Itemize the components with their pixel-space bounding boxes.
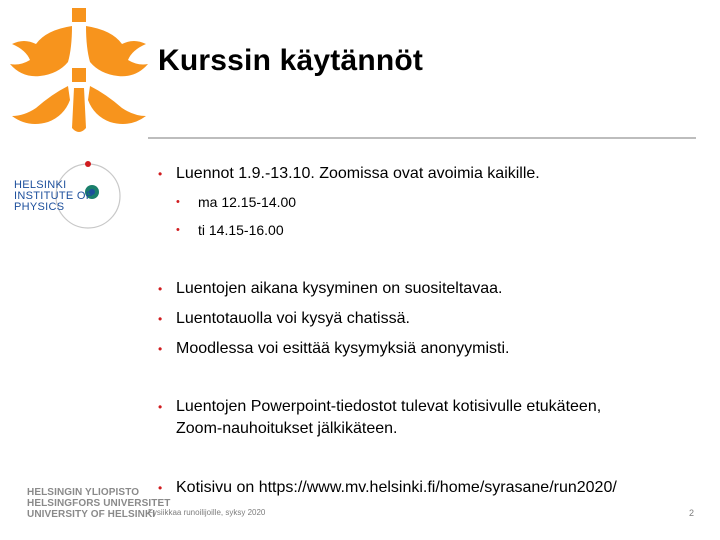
bullet-text: Luennot 1.9.-13.10. Zoomissa ovat avoimia kaikille.: [176, 165, 540, 182]
bullet-marker: •: [176, 196, 180, 208]
bullet-text: ti 14.15-16.00: [198, 222, 284, 238]
helsinki-institute-of-physics-logo: [12, 152, 132, 236]
university-line2: HELSINGFORS UNIVERSITET: [27, 498, 171, 509]
footer-course-note: Fysiikkaa runoilijoille, syksy 2020: [148, 508, 266, 517]
bullet-text-line1: Luentojen Powerpoint-tiedostot tulevat kotisivulle etukäteen,: [176, 398, 602, 415]
sub-bullet-tuesday: [176, 219, 284, 241]
hip-line1: HELSINKI: [14, 179, 67, 191]
bullet-questions: [158, 278, 502, 300]
bullet-homepage: [158, 477, 617, 499]
bullet-marker: •: [158, 400, 163, 414]
bullet-marker: •: [176, 224, 180, 236]
bullet-slides: [158, 396, 601, 440]
bullet-text: Moodlessa voi esittää kysymyksiä anonyymisti.: [176, 340, 510, 357]
bullet-text: ma 12.15-14.00: [198, 194, 297, 210]
page-number: 2: [688, 508, 694, 518]
bullet-text: Luentojen aikana kysyminen on suositeltavaa.: [176, 280, 503, 297]
bullet-marker: •: [158, 282, 163, 296]
hip-line3: PHYSICS: [14, 201, 65, 213]
bullet-marker: •: [158, 342, 163, 356]
bullet-moodle: [158, 338, 509, 360]
bullet-text: Kotisivu on https://www.mv.helsinki.fi/home/syrasane/run2020/: [176, 479, 617, 496]
university-line1: HELSINGIN YLIOPISTO: [27, 487, 140, 498]
bullet-chat: [158, 308, 410, 330]
sub-bullet-monday: [176, 191, 296, 213]
university-line3: UNIVERSITY OF HELSINKI: [27, 509, 156, 520]
bullet-marker: •: [158, 167, 163, 181]
bullet-text-line2: Zoom-nauhoitukset jälkikäteen.: [176, 420, 398, 437]
bullet-text: Luentotauolla voi kysyä chatissä.: [176, 310, 410, 327]
slide-title: Kurssin käytännöt: [158, 44, 424, 77]
title-divider: [148, 137, 696, 139]
bullet-marker: •: [158, 481, 163, 495]
bullet-marker: •: [158, 312, 163, 326]
university-flame-logo: [6, 4, 152, 138]
bullet-lectures: [158, 163, 540, 185]
hip-line2: INSTITUTE OF: [14, 190, 93, 202]
